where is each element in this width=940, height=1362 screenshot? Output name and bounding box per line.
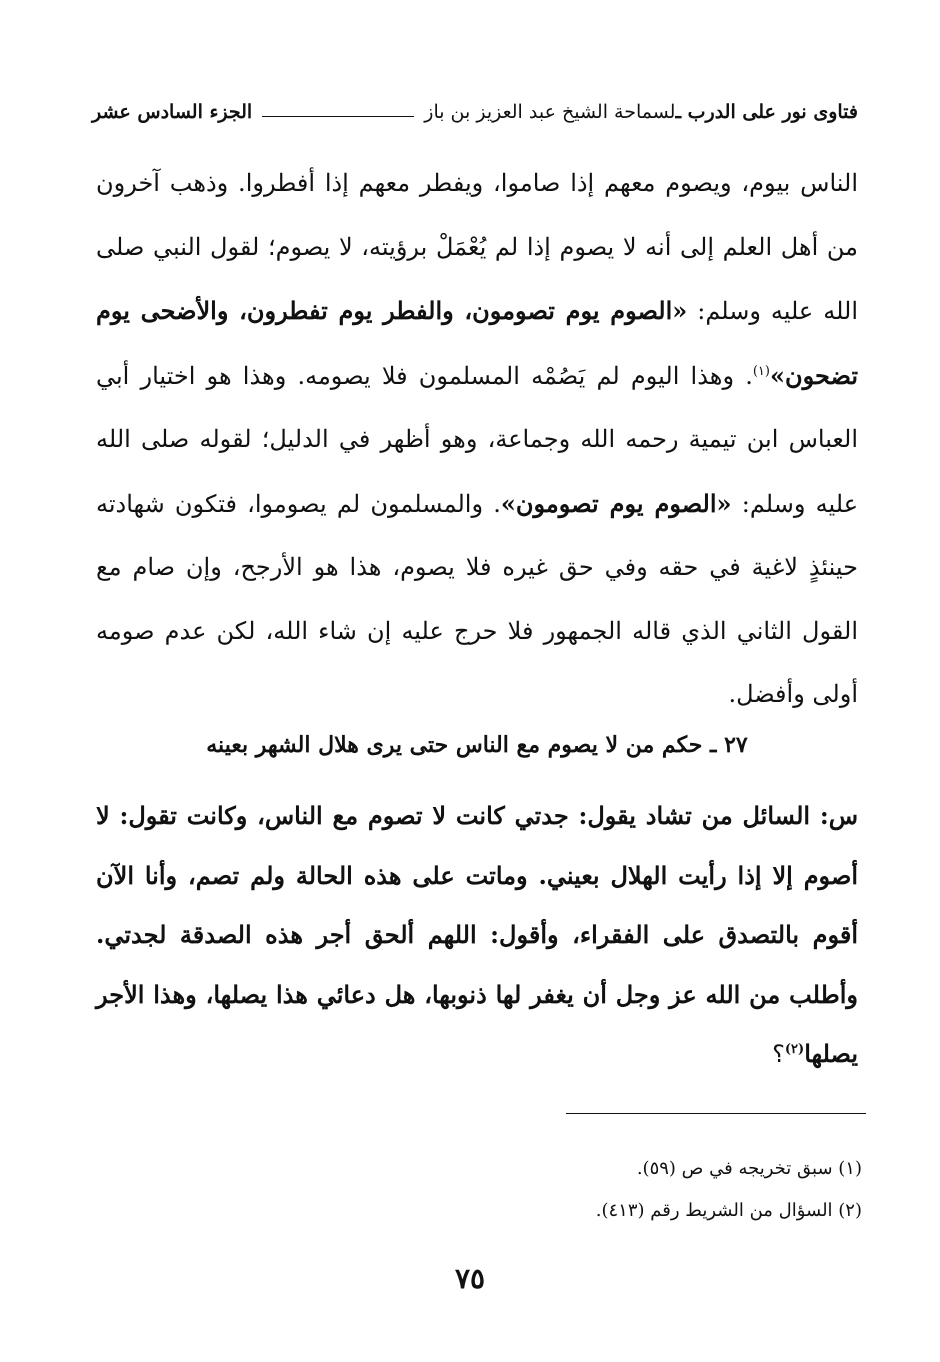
header-author: لسماحة الشيخ عبد العزيز بن باز [424, 101, 676, 123]
question-prefix: س: [819, 801, 858, 830]
footnote-separator [566, 1113, 866, 1114]
section-heading: ٢٧ ـ حكم من لا يصوم مع الناس حتى يرى هلال الشهر بعينه [206, 732, 748, 758]
footnote-2: (٢) السؤال من الشريط رقم (٤١٣). [595, 1200, 862, 1221]
answer-paragraph [96, 152, 858, 727]
question-mark: ؟ [772, 1040, 785, 1068]
body-segment-3: . والمسلمون لم يصوموا، فتكون شهادته حينئذٍ لاغية في حقه وفي حق غيره فلا يصوم، هذا هو الأرجح، وإن صام مع القول الثاني الذي قاله الجمهور فلا حرج عليه إن شاء الله، لكن عدم صومه أولى وأفضل. [96, 489, 858, 708]
question-text: السائل من تشاد يقول: جدتي كانت لا تصوم مع الناس، وكانت تقول: لا أصوم إلا إذا رأيت الهلال بعيني. وماتت على هذه الحالة ولم تصم، وأنا الآن أقوم بالتصدق على الفقراء، وأقول: اللهم ألحق أجر هذه الصدقة لجدتي. وأطلب من الله عز وجل أن يغفر لها ذنوبها، هل دعائي هذا يصلها، وهذا الأجر يصلها [96, 801, 859, 1068]
running-header [92, 92, 858, 132]
header-rule [262, 116, 414, 117]
paragraph-body [96, 152, 858, 727]
footnote-ref-2: (٢) [784, 1042, 805, 1057]
footnote-1: (١) سبق تخريجه في ص (٥٩). [636, 1158, 862, 1179]
header-series-title: فتاوى نور على الدرب ـ [675, 101, 858, 123]
hadith-quote-1: «الصوم يوم تصومون، والفطر يوم تفطرون، والأضحى يوم تضحون» [96, 296, 858, 390]
body-segment-1: الناس بيوم، ويصوم معهم إذا صاموا، ويفطر معهم إذا أفطروا. وذهب آخرون من أهل العلم إلى أنه لا يصوم إذا لم يُعْمَلْ برؤيته، لا يصوم؛ لقول النبي صلى الله عليه وسلم: [96, 169, 858, 325]
page-number: ٧٥ [454, 1262, 486, 1295]
footnotes [96, 1148, 862, 1232]
question-block [96, 786, 858, 1085]
hadith-quote-2: «الصوم يوم تصومون» [500, 488, 732, 518]
footnote-ref-1: (١) [752, 363, 770, 379]
body-segment-2: . وهذا اليوم لم يَصُمْه المسلمون فلا يصومه. وهذا هو اختيار أبي العباس ابن تيمية رحمه الله وجماعة، وهو أظهر في الدليل؛ لقوله صلى الله عليه وسلم: [96, 361, 859, 518]
question-paragraph [96, 786, 858, 1085]
header-volume: الجزء السادس عشر [92, 101, 253, 123]
